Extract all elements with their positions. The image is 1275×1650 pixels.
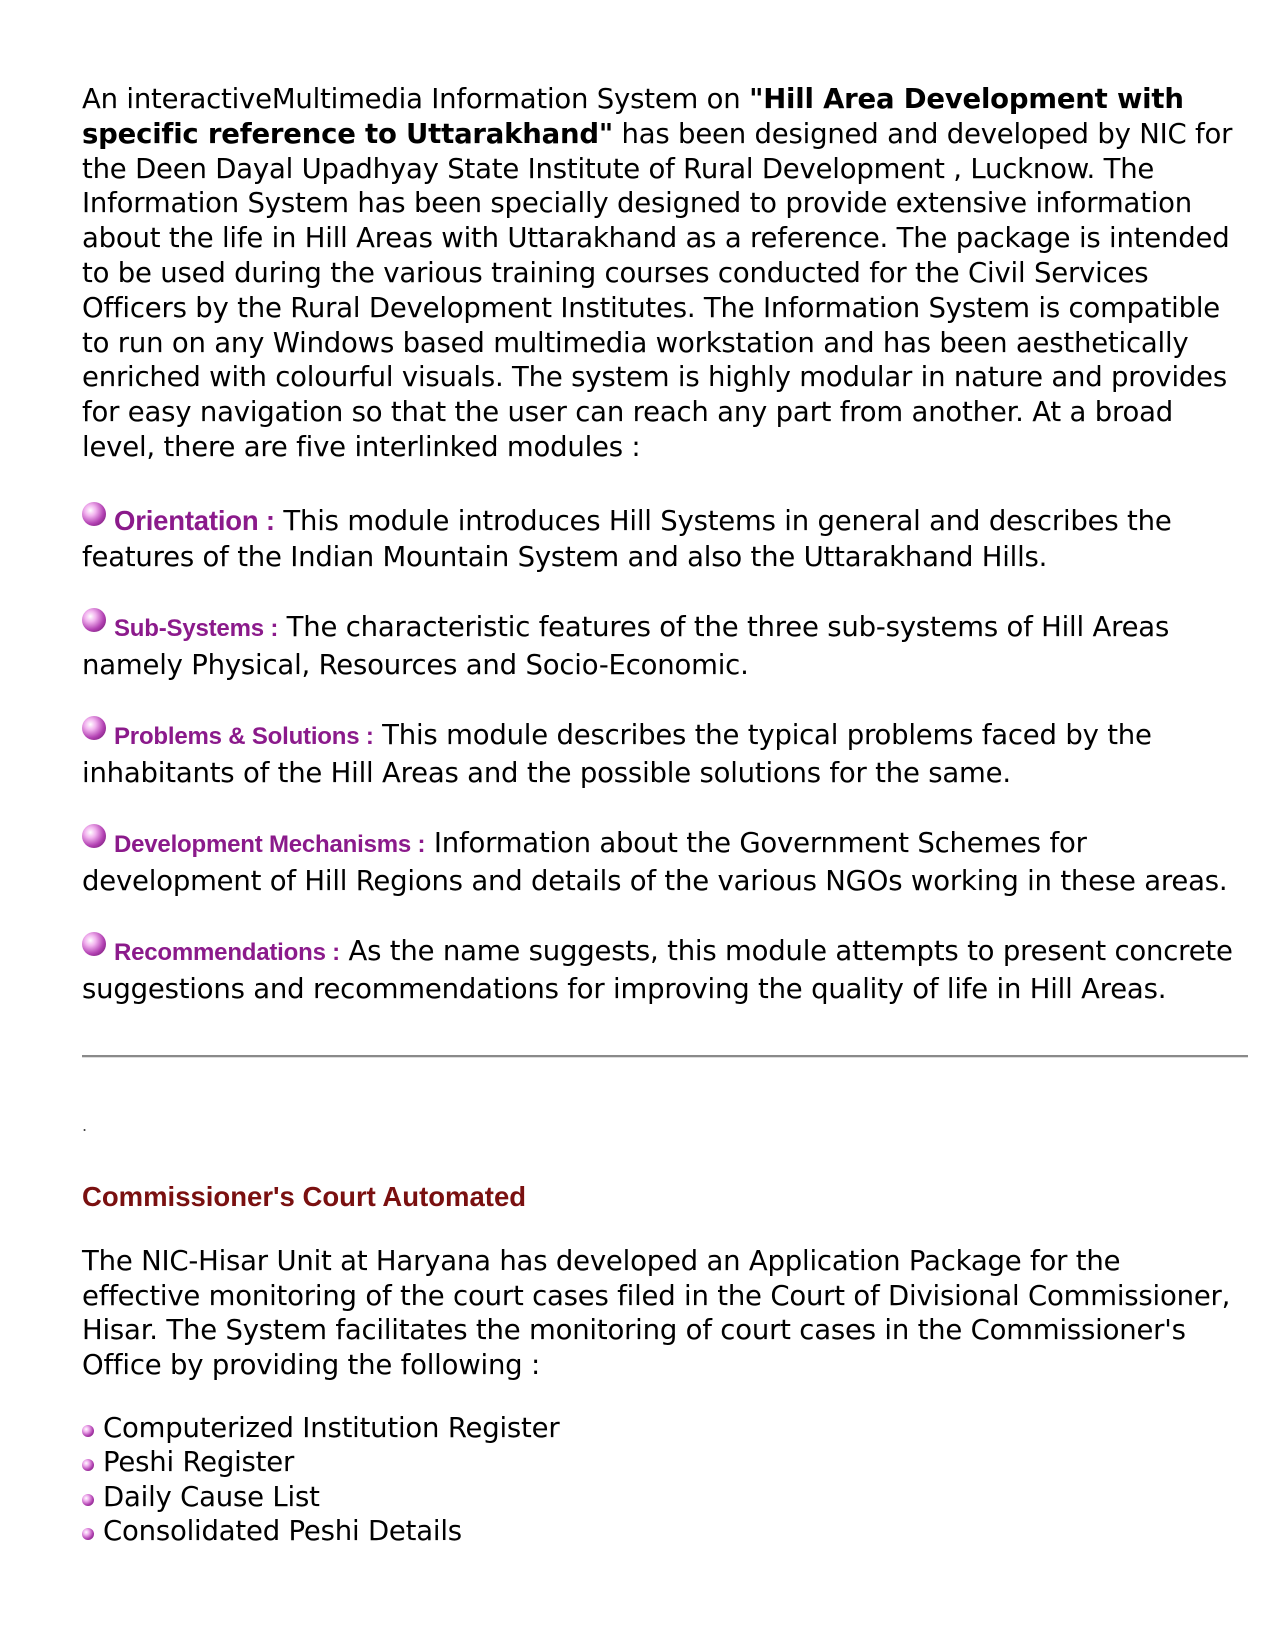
small-purple-ball-icon [82,1459,94,1471]
purple-ball-icon [82,502,106,526]
list-item-label: Consolidated Peshi Details [103,1514,462,1547]
module-problems-solutions [82,717,1242,791]
module-name: Sub-Systems : [114,614,279,642]
module-description: The characteristic features of the three sub-systems of Hill Areas namely Physical, Resources and Socio-Economic. [82,610,1170,681]
list-item [82,1445,1242,1479]
module-name: Orientation : [114,504,275,536]
section-heading: Commissioner's Court Automated [82,1180,527,1212]
separator-dot: . [82,1115,88,1135]
list-item [82,1411,1242,1445]
module-recommendations [82,933,1242,1007]
purple-ball-icon [82,716,106,740]
purple-ball-icon [82,824,106,848]
intro-bold-title: "Hill Area Development with specific reference to Uttarakhand" [82,83,1184,150]
purple-ball-icon [82,608,106,632]
section-paragraph: The NIC-Hisar Unit at Haryana has developed an Application Package for the effective monitoring of the court cases filed in the Court of Divisional Commissioner, Hisar. The System facilitates the monitoring of court cases in the Commissioner's Office by providing the following : [82,1244,1231,1382]
module-development-mechanisms [82,825,1242,899]
module-description: This module introduces Hill Systems in general and describes the features of the Indian Mountain System and also the Uttarakhand Hills. [82,504,1172,573]
purple-ball-icon [82,932,106,956]
intro-text-after: has been designed and developed by NIC for the Deen Dayal Upadhyay State Institute of Rural Development , Lucknow. The Information System has been specially designed to provide extensive information about the life in Hill Areas with Uttarakhand as a reference. The package is intended to be used during the various training courses conducted for the Civil Services Officers by the Rural Development Institutes. The Information System is compatible to run on any Windows based multimedia workstation and has been aesthetically enriched with colourful visuals. The system is highly modular in nature and provides for easy navigation so that the user can reach any part from another. At a broad level, there are five interlinked modules : [82,117,1233,463]
document-page [82,82,1242,1548]
module-name: Recommendations : [114,938,340,966]
module-sub-systems [82,609,1242,683]
list-item [82,1514,1242,1548]
module-name: Problems & Solutions : [114,722,374,750]
module-name: Development Mechanisms : [114,830,426,858]
list-item [82,1480,1242,1514]
list-item-label: Computerized Institution Register [103,1411,560,1444]
small-purple-ball-icon [82,1494,94,1506]
intro-text-before: An interactiveMultimedia Information System on [82,83,750,115]
module-description: This module describes the typical problems faced by the inhabitants of the Hill Areas and the possible solutions for the same. [82,718,1152,789]
feature-list [82,1411,1242,1548]
intro-paragraph [82,82,1242,465]
module-description: Information about the Government Schemes for development of Hill Regions and details of the various NGOs working in these areas. [82,826,1228,897]
small-purple-ball-icon [82,1425,94,1437]
small-purple-ball-icon [82,1528,94,1540]
list-item-label: Daily Cause List [103,1480,320,1513]
horizontal-rule [82,1055,1248,1058]
module-description: As the name suggests, this module attempts to present concrete suggestions and recommendations for improving the quality of life in Hill Areas. [82,934,1233,1005]
list-item-label: Peshi Register [103,1446,295,1479]
module-orientation [82,503,1242,575]
